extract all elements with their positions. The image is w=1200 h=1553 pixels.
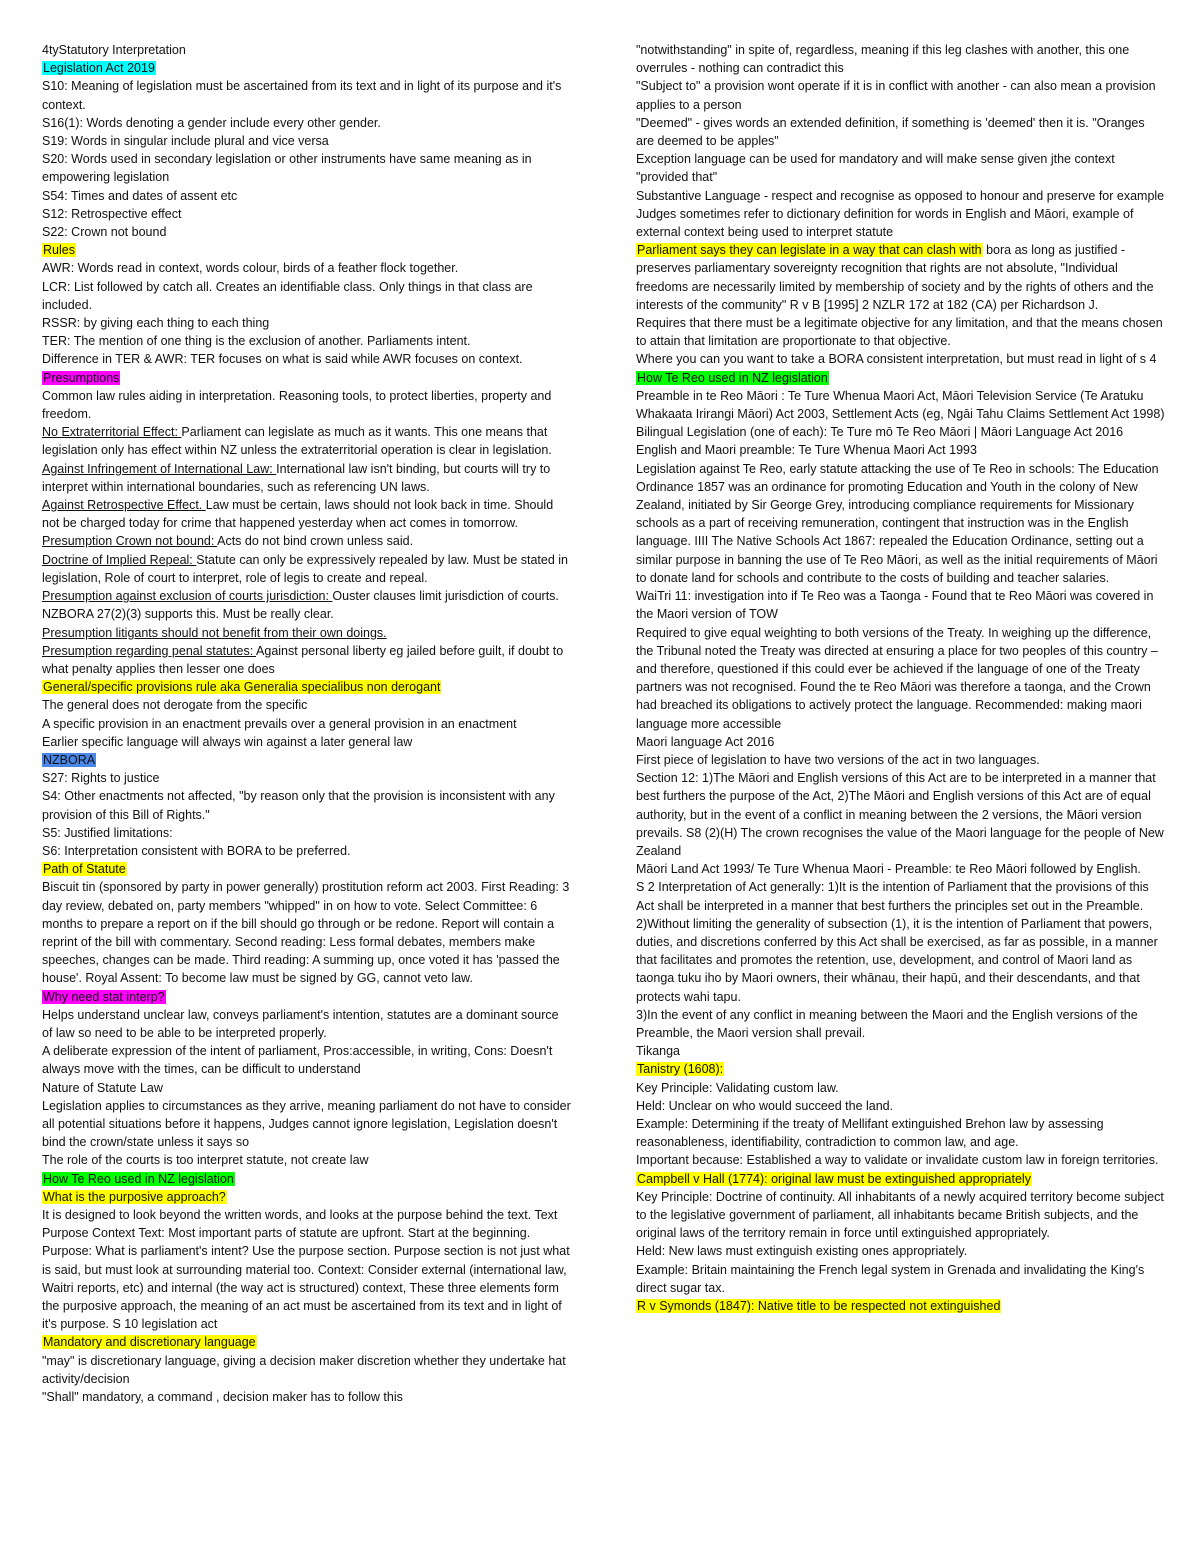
section-heading: Rules	[43, 243, 75, 258]
underlined-term: Presumption against exclusion of courts jurisdiction:	[42, 589, 333, 604]
paragraph-text: Earlier specific language will always win against a later general law	[42, 734, 413, 749]
paragraph-text: 3)In the event of any conflict in meaning between the Maori and the English versions of the Preamble, the Maori version shall prevail.	[636, 1007, 1138, 1040]
right-paragraph	[636, 41, 1166, 77]
section-heading: General/specific provisions rule aka Generalia specialibus non derogant	[43, 680, 441, 695]
left-paragraph	[42, 114, 572, 132]
section-heading: Presumptions	[43, 370, 120, 385]
left-paragraph	[42, 696, 572, 714]
left-paragraph	[42, 1333, 572, 1351]
paragraph-text: Tikanga	[636, 1044, 681, 1059]
left-paragraph	[42, 532, 572, 550]
right-paragraph	[636, 1097, 1166, 1115]
section-heading: R v Symonds (1847): Native title to be respected not extinguished	[637, 1299, 1001, 1314]
paragraph-text: S22: Crown not bound	[42, 225, 167, 240]
paragraph-text: It is designed to look beyond the written words, and looks at the purpose behind the text. Text Purpose Context Text: Most important parts of statute are upfront. Start at the beginning. Purpose: What is parliament's intent? Use the purpose section. Purpose section is not just what is said, but must look at surrounding material too. Context: Consider external (international law, Waitri reports, etc) and internal (the way act is structured) context, These three elements form the purposive approach, the meaning of an act must be ascertained from its text and in light of it's purpose. S 10 legislation act	[42, 1208, 570, 1332]
right-paragraph	[636, 423, 1166, 441]
paragraph-text: Held: Unclear on who would succeed the land.	[636, 1098, 894, 1113]
paragraph-text: First piece of legislation to have two versions of the act in two languages.	[636, 752, 1040, 767]
paragraph-text: Law must be certain, laws should not look back in time. Should not be charged today for crime that happened yesterday when act comes in tomorrow.	[42, 498, 554, 531]
paragraph-text: Māori Land Act 1993/ Te Ture Whenua Maori - Preamble: te Reo Māori followed by English.	[636, 862, 1141, 877]
left-paragraph	[42, 878, 572, 987]
left-paragraph	[42, 1170, 572, 1188]
paragraph-text: Judges sometimes refer to dictionary definition for words in English and Māori, example of external context being used to interpret statute	[636, 206, 1134, 240]
paragraph-text: Held: New laws must extinguish existing ones appropriately.	[636, 1244, 968, 1259]
paragraph-text: International law isn't binding, but courts will try to interpret within international boundaries, such as referencing UN laws.	[42, 461, 551, 494]
section-heading: Legislation Act 2019	[43, 61, 155, 76]
paragraph-text: S16(1): Words denoting a gender include every other gender.	[42, 115, 381, 130]
left-paragraph	[42, 259, 572, 277]
left-paragraph	[42, 1352, 572, 1388]
right-paragraph	[636, 1079, 1166, 1097]
right-paragraph	[636, 1006, 1166, 1042]
right-paragraph	[636, 587, 1166, 623]
right-paragraph	[636, 314, 1166, 350]
paragraph-text: S4: Other enactments not affected, "by reason only that the provision is inconsistent with any provision of this Bill of Rights."	[42, 789, 555, 822]
left-paragraph	[42, 369, 572, 387]
left-paragraph	[42, 460, 572, 496]
paragraph-text: RSSR: by giving each thing to each thing	[42, 316, 270, 331]
paragraph-text: 4tyStatutory Interpretation	[42, 43, 186, 57]
right-paragraph	[636, 878, 1166, 914]
paragraph-text: 2)Without limiting the generality of subsection (1), it is the intention of Parliament that powers, duties, and discretions conferred by this Act shall be exercised, as far as possible, in a manner that facilitates and promotes the retention, use, development, and control of Maori land as taonga tuku iho by Maori owners, their whānau, their hapū, and their descendants, and that protects wahi tapu.	[636, 916, 1158, 1004]
right-paragraph	[636, 460, 1166, 587]
right-paragraph	[636, 150, 1166, 186]
left-paragraph	[42, 387, 572, 423]
left-paragraph	[42, 132, 572, 150]
paragraph-text: A deliberate expression of the intent of parliament, Pros:accessible, in writing, Cons: Doesn't always move with the times, can be difficult to understand	[42, 1044, 553, 1077]
section-heading: How Te Reo used in NZ legislation	[43, 1171, 234, 1186]
right-paragraph	[636, 350, 1166, 368]
paragraph-text: Required to give equal weighting to both versions of the Treaty. In weighing up the difference, the Tribunal noted the Treaty was directed at ensuring a place for two peoples of this country – and therefore, questioned if this could ever be achieved if the language of one of the Treaty partners was not recognised. Found the te Reo Māori was therefore a taonga, and the Crown had breached its obligations to actively protect the language. Recommended: making maori language more accessible	[636, 625, 1158, 731]
underlined-term: No Extraterritorial Effect:	[42, 425, 182, 440]
paragraph-text: Common law rules aiding in interpretation. Reasoning tools, to protect liberties, property and freedom.	[42, 388, 552, 422]
paragraph-text: Biscuit tin (sponsored by party in power generally) prostitution reform act 2003. First Reading: 3 day review, debated on, party members "whipped" in on how to vote. Select Committee: 6 months to prepare a report on if the bill should go through or be redone. Report will contain a reprint of the bill with commentary. Second reading: Less formal debates, members make speeches, changes can be made. Third reading: A summing up, once voted it has 'passed the house'. Royal Assent: To become law must be signed by GG, cannot veto law.	[42, 880, 570, 986]
right-paragraph	[636, 187, 1166, 205]
section-heading: NZBORA	[43, 752, 96, 767]
right-paragraph	[636, 369, 1166, 387]
right-paragraph	[636, 1297, 1166, 1315]
right-paragraph	[636, 1261, 1166, 1297]
paragraph-text: Requires that there must be a legitimate objective for any limitation, and that the means chosen to attain that limitation are proportionate to that objective.	[636, 316, 1163, 349]
paragraph-text: Acts do not bind crown unless said.	[217, 534, 414, 549]
right-column	[636, 41, 1166, 1315]
underlined-term: Presumption regarding penal statutes:	[42, 643, 257, 658]
right-paragraph	[636, 733, 1166, 751]
paragraph-text: Bilingual Legislation (one of each): Te Ture mō Te Reo Māori | Māori Language Act 2016	[636, 425, 1124, 440]
paragraph-text: The general does not derogate from the specific	[42, 698, 308, 713]
left-paragraph	[42, 1206, 572, 1333]
section-heading: Mandatory and discretionary language	[43, 1335, 256, 1350]
right-paragraph	[636, 1042, 1166, 1060]
underlined-term: Doctrine of Implied Repeal:	[42, 552, 197, 567]
right-paragraph	[636, 751, 1166, 769]
left-paragraph	[42, 769, 572, 787]
left-paragraph	[42, 350, 572, 368]
paragraph-text: S20: Words used in secondary legislation or other instruments have same meaning as in empowering legislation	[42, 152, 532, 185]
right-paragraph	[636, 241, 1166, 314]
right-paragraph	[636, 1060, 1166, 1078]
right-paragraph	[636, 860, 1166, 878]
paragraph-text: Section 12: 1)The Māori and English versions of this Act are to be interpreted in a manner that best furthers the purpose of the Act, 2)The Māori and English versions of this Act are of equal authority, but in the event of a conflict in meaning between the 2 versions, the Māori version prevails. S8 (2)(H) The crown recognises the value of the Maori language for the people of New Zealand	[636, 771, 1164, 858]
left-paragraph	[42, 733, 572, 751]
left-paragraph	[42, 223, 572, 241]
paragraph-text: Substantive Language - respect and recognise as opposed to honour and preserve for example	[636, 188, 1165, 203]
left-paragraph	[42, 41, 572, 59]
paragraph-text: Example: Britain maintaining the French legal system in Grenada and invalidating the King's direct sugar tax.	[636, 1262, 1145, 1295]
left-paragraph	[42, 314, 572, 332]
left-paragraph	[42, 1097, 572, 1152]
paragraph-text: S 2 Interpretation of Act generally: 1)It is the intention of Parliament that the provisions of this Act shall be interpreted in a manner that best furthers the principles set out in the Preamble.	[636, 880, 1149, 913]
highlighted-phrase: Parliament says they can legislate in a way that can clash with	[637, 243, 982, 258]
paragraph-text: TER: The mention of one thing is the exclusion of another. Parliaments intent.	[42, 334, 471, 349]
paragraph-text: S6: Interpretation consistent with BORA to be preferred.	[42, 843, 351, 858]
paragraph-text: Important because: Established a way to validate or invalidate custom law in foreign territories.	[636, 1153, 1159, 1168]
section-heading: Campbell v Hall (1774): original law must be extinguished appropriately	[637, 1171, 1031, 1186]
right-paragraph	[636, 114, 1166, 150]
left-paragraph	[42, 77, 572, 113]
paragraph-text: Nature of Statute Law	[42, 1080, 163, 1095]
paragraph-text: S54: Times and dates of assent etc	[42, 188, 238, 203]
section-heading: What is the purposive approach?	[43, 1189, 226, 1204]
paragraph-text: "may" is discretionary language, giving a decision maker discretion whether they undertake hat activity/decision	[42, 1353, 566, 1386]
paragraph-text: Difference in TER & AWR: TER focuses on what is said while AWR focuses on context.	[42, 352, 523, 367]
paragraph-text: S27: Rights to justice	[42, 771, 160, 786]
left-paragraph	[42, 860, 572, 878]
left-column	[42, 41, 572, 1406]
paragraph-text: WaiTri 11: investigation into if Te Reo was a Taonga - Found that te Reo Māori was covered in the Maori version of TOW	[636, 589, 1154, 622]
paragraph-text: bora as long as justified - preserves parliamentary sovereignty recognition that rights are not absolute, "Individual freedoms are necessarily limited by membership of society and by the rights of others and the interests of the community" R v B [1995] 2 NZLR 172 at 182 (CA) per Richardson J.	[636, 243, 1154, 312]
left-paragraph	[42, 496, 572, 532]
right-paragraph	[636, 441, 1166, 459]
right-paragraph	[636, 1170, 1166, 1188]
left-paragraph	[42, 1388, 572, 1406]
paragraph-text: The role of the courts is too interpret statute, not create law	[42, 1153, 369, 1168]
paragraph-text: Preamble in te Reo Māori : Te Ture Whenua Maori Act, Māori Television Service (Te Aratuku Whakaata Irirangi Māori) Act 2003, Settlement Acts (eg, Ngāi Tahu Claims Settlement Act 1998)	[636, 388, 1165, 422]
paragraph-text: A specific provision in an enactment prevails over a general provision in an enactment	[42, 716, 517, 731]
paragraph-text: Legislation applies to circumstances as they arrive, meaning parliament do not have to consider all potential situations before it happens, Judges cannot ignore legislation, Legislation doesn't bind the crown/state unless it says so	[42, 1098, 571, 1150]
paragraph-text: "Deemed" - gives words an extended definition, if something is 'deemed' then it is. "Oranges are deemed to be apples"	[636, 115, 1145, 149]
left-paragraph	[42, 332, 572, 350]
left-paragraph	[42, 1006, 572, 1042]
section-heading: Why need stat interp?	[43, 989, 165, 1004]
paragraph-text: Key Principle: Doctrine of continuity. All inhabitants of a newly acquired territory become subject to the legislative government of parliament, all inhabitants became British subjects, and the original laws of the territory remain in force until extinguished appropriately.	[636, 1189, 1164, 1241]
paragraph-text: Ouster clauses limit jurisdiction of courts. NZBORA 27(2)(3) supports this. Must be really clear.	[42, 589, 559, 622]
left-paragraph	[42, 988, 572, 1006]
paragraph-text: Against personal liberty eg jailed before guilt, if doubt to what penalty applies then lesser one does	[42, 643, 564, 676]
paragraph-text: Where you can you want to take a BORA consistent interpretation, but must read in light of s 4	[636, 352, 1157, 367]
underlined-term: Presumption litigants should not benefit from their own doings.	[42, 625, 387, 640]
paragraph-text: "Subject to" a provision wont operate if it is in conflict with another - can also mean a provision applies to a person	[636, 79, 1156, 112]
left-paragraph	[42, 842, 572, 860]
right-paragraph	[636, 1115, 1166, 1151]
paragraph-text: S19: Words in singular include plural and vice versa	[42, 134, 329, 149]
left-paragraph	[42, 715, 572, 733]
left-paragraph	[42, 1151, 572, 1169]
left-paragraph	[42, 751, 572, 769]
section-heading: Path of Statute	[43, 862, 126, 877]
left-paragraph	[42, 587, 572, 623]
section-heading: How Te Reo used in NZ legislation	[637, 370, 828, 385]
left-paragraph	[42, 1079, 572, 1097]
right-paragraph	[636, 387, 1166, 423]
right-paragraph	[636, 205, 1166, 241]
left-paragraph	[42, 205, 572, 223]
paragraph-text: Example: Determining if the treaty of Mellifant extinguished Brehon law by assessing reasonableness, identifiability, contradiction to common law, and age.	[636, 1116, 1104, 1150]
paragraph-text: English and Maori preamble: Te Ture Whenua Maori Act 1993	[636, 443, 977, 458]
paragraph-text: Helps understand unclear law, conveys parliament's intention, statutes are a dominant source of law so need to be able to be interpreted properly.	[42, 1007, 559, 1040]
right-paragraph	[636, 1151, 1166, 1169]
right-paragraph	[636, 77, 1166, 113]
left-paragraph	[42, 642, 572, 678]
left-paragraph	[42, 278, 572, 314]
right-paragraph	[636, 915, 1166, 1006]
left-paragraph	[42, 1188, 572, 1206]
left-paragraph	[42, 678, 572, 696]
left-paragraph	[42, 787, 572, 823]
left-paragraph	[42, 1042, 572, 1078]
paragraph-text: Exception language can be used for mandatory and will make sense given jthe context "provided that"	[636, 152, 1115, 185]
left-paragraph	[42, 624, 572, 642]
right-paragraph	[636, 769, 1166, 860]
left-paragraph	[42, 824, 572, 842]
paragraph-text: Parliament can legislate as much as it wants. This one means that legislation only has effect within NZ unless the extraterritorial operation is clear in legislation.	[42, 425, 552, 458]
section-heading: Tanistry (1608):	[637, 1062, 724, 1077]
paragraph-text: "notwithstanding" in spite of, regardless, meaning if this leg clashes with another, this one overrules - nothing can contradict this	[636, 43, 1130, 76]
right-paragraph	[636, 1242, 1166, 1260]
left-paragraph	[42, 59, 572, 77]
underlined-term: Against Retrospective Effect.	[42, 498, 206, 513]
underlined-term: Against Infringement of International Law:	[42, 461, 277, 476]
left-paragraph	[42, 150, 572, 186]
paragraph-text: LCR: List followed by catch all. Creates an identifiable class. Only things in that class are included.	[42, 279, 533, 312]
paragraph-text: S5: Justified limitations:	[42, 825, 173, 840]
underlined-term: Presumption Crown not bound:	[42, 534, 218, 549]
paragraph-text: "Shall" mandatory, a command , decision maker has to follow this	[42, 1390, 403, 1405]
paragraph-text: Key Principle: Validating custom law.	[636, 1080, 839, 1095]
left-paragraph	[42, 423, 572, 459]
paragraph-text: Statute can only be expressively repealed by law. Must be stated in legislation, Role of court to interpret, role of legis to create and repeal.	[42, 552, 568, 585]
right-paragraph	[636, 1188, 1166, 1243]
right-paragraph	[636, 624, 1166, 733]
left-paragraph	[42, 551, 572, 587]
paragraph-text: AWR: Words read in context, words colour, birds of a feather flock together.	[42, 261, 459, 276]
paragraph-text: S12: Retrospective effect	[42, 206, 182, 221]
left-paragraph	[42, 241, 572, 259]
left-paragraph	[42, 187, 572, 205]
paragraph-text: Maori language Act 2016	[636, 734, 775, 749]
paragraph-text: Legislation against Te Reo, early statute attacking the use of Te Reo in schools: The Education Ordinance 1857 was an ordinance for promoting Education and Youth in the colony of New Zealand, initiated by Sir George Grey, introducing compliance requirements for Missionary schools as a part of receiving remuneration, contingent that instruction was in the English language. IIII The Native Schools Act 1867: repealed the Education Ordinance, setting out a similar purpose in banning the use of Te Reo Māori, as well as the initial requirements of Māori to donate land for schools and contribute to the costs of building and teacher salaries.	[636, 461, 1159, 585]
paragraph-text: S10: Meaning of legislation must be ascertained from its text and in light of its purpose and it's context.	[42, 79, 562, 112]
